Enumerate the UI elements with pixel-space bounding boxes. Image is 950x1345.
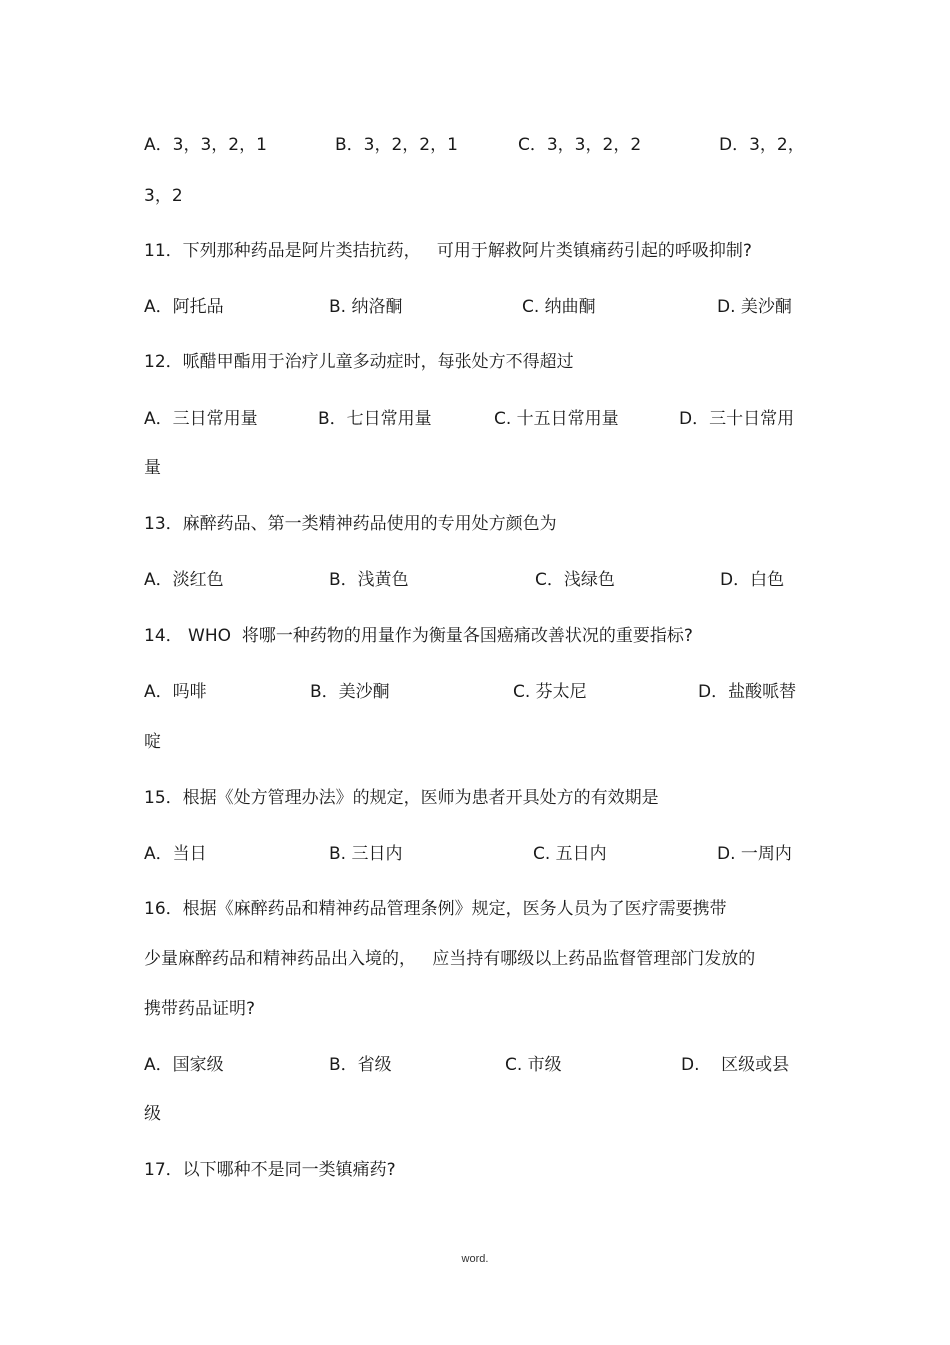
q16-option-d: D. 区级或县 [681,1055,790,1075]
q12-option-d-continued: 量 [144,458,161,478]
q13-option-c: C．浅绿色 [535,570,615,590]
page-footer: word. [461,1253,489,1265]
q14-option-d-continued: 啶 [144,732,161,752]
q15-option-d: D. 一周内 [717,844,792,864]
q16-stem-line-1: 16．根据《麻醉药品和精神药品管理条例》规定，医务人员为了医疗需要携带 [144,899,727,919]
q12-option-a: A．三日常用量 [144,409,258,429]
q11-option-b: B. 纳洛酮 [329,297,403,317]
q12-option-b: B．七日常用量 [318,409,432,429]
q16-stem-line-2: 少量麻醉药品和精神药品出入境的， 应当持有哪级以上药品监督管理部门发放的 [144,949,756,969]
q13-option-a: A．淡红色 [144,570,224,590]
q14-option-a: A．吗啡 [144,682,207,702]
q15-option-c: C. 五日内 [533,844,607,864]
q12-option-d: D．三十日常用 [679,409,795,429]
q16-option-a: A．国家级 [144,1055,224,1075]
q17-stem: 17．以下哪种不是同一类镇痛药? [144,1160,396,1180]
q16-stem-line-3: 携带药品证明? [144,999,256,1019]
q16-option-d-continued: 级 [144,1104,161,1124]
q13-option-d: D．白色 [720,570,785,590]
q10-option-a: A．3，3，2，1 [144,135,267,155]
q10-option-b: B．3，2，2，1 [335,135,458,155]
q16-option-b: B．省级 [329,1055,392,1075]
q14-option-b: B．美沙酮 [310,682,390,702]
q11-option-c: C. 纳曲酮 [522,297,596,317]
q15-option-a: A．当日 [144,844,207,864]
q11-stem: 11．下列那种药品是阿片类拮抗药， 可用于解救阿片类镇痛药引起的呼吸抑制? [144,241,752,261]
q14-option-c: C. 芬太尼 [513,682,587,702]
q13-option-b: B．浅黄色 [329,570,409,590]
q10-option-d-continued: 3，2 [144,186,183,206]
q16-option-c: C. 市级 [505,1055,562,1075]
q15-stem: 15．根据《处方管理办法》的规定，医师为患者开具处方的有效期是 [144,788,659,808]
q11-option-a: A．阿托品 [144,297,224,317]
q13-stem: 13．麻醉药品、第一类精神药品使用的专用处方颜色为 [144,514,557,534]
q10-option-c: C．3，3，2，2 [518,135,642,155]
q11-option-d: D. 美沙酮 [717,297,792,317]
q14-option-d: D．盐酸哌替 [698,682,797,702]
q12-stem: 12．哌醋甲酯用于治疗儿童多动症时，每张处方不得超过 [144,352,574,372]
q15-option-b: B. 三日内 [329,844,403,864]
q10-option-d: D．3，2， [719,135,805,155]
q14-stem: 14． WHO 将哪一种药物的用量作为衡量各国癌痛改善状况的重要指标? [144,626,693,646]
q12-option-c: C. 十五日常用量 [494,409,619,429]
